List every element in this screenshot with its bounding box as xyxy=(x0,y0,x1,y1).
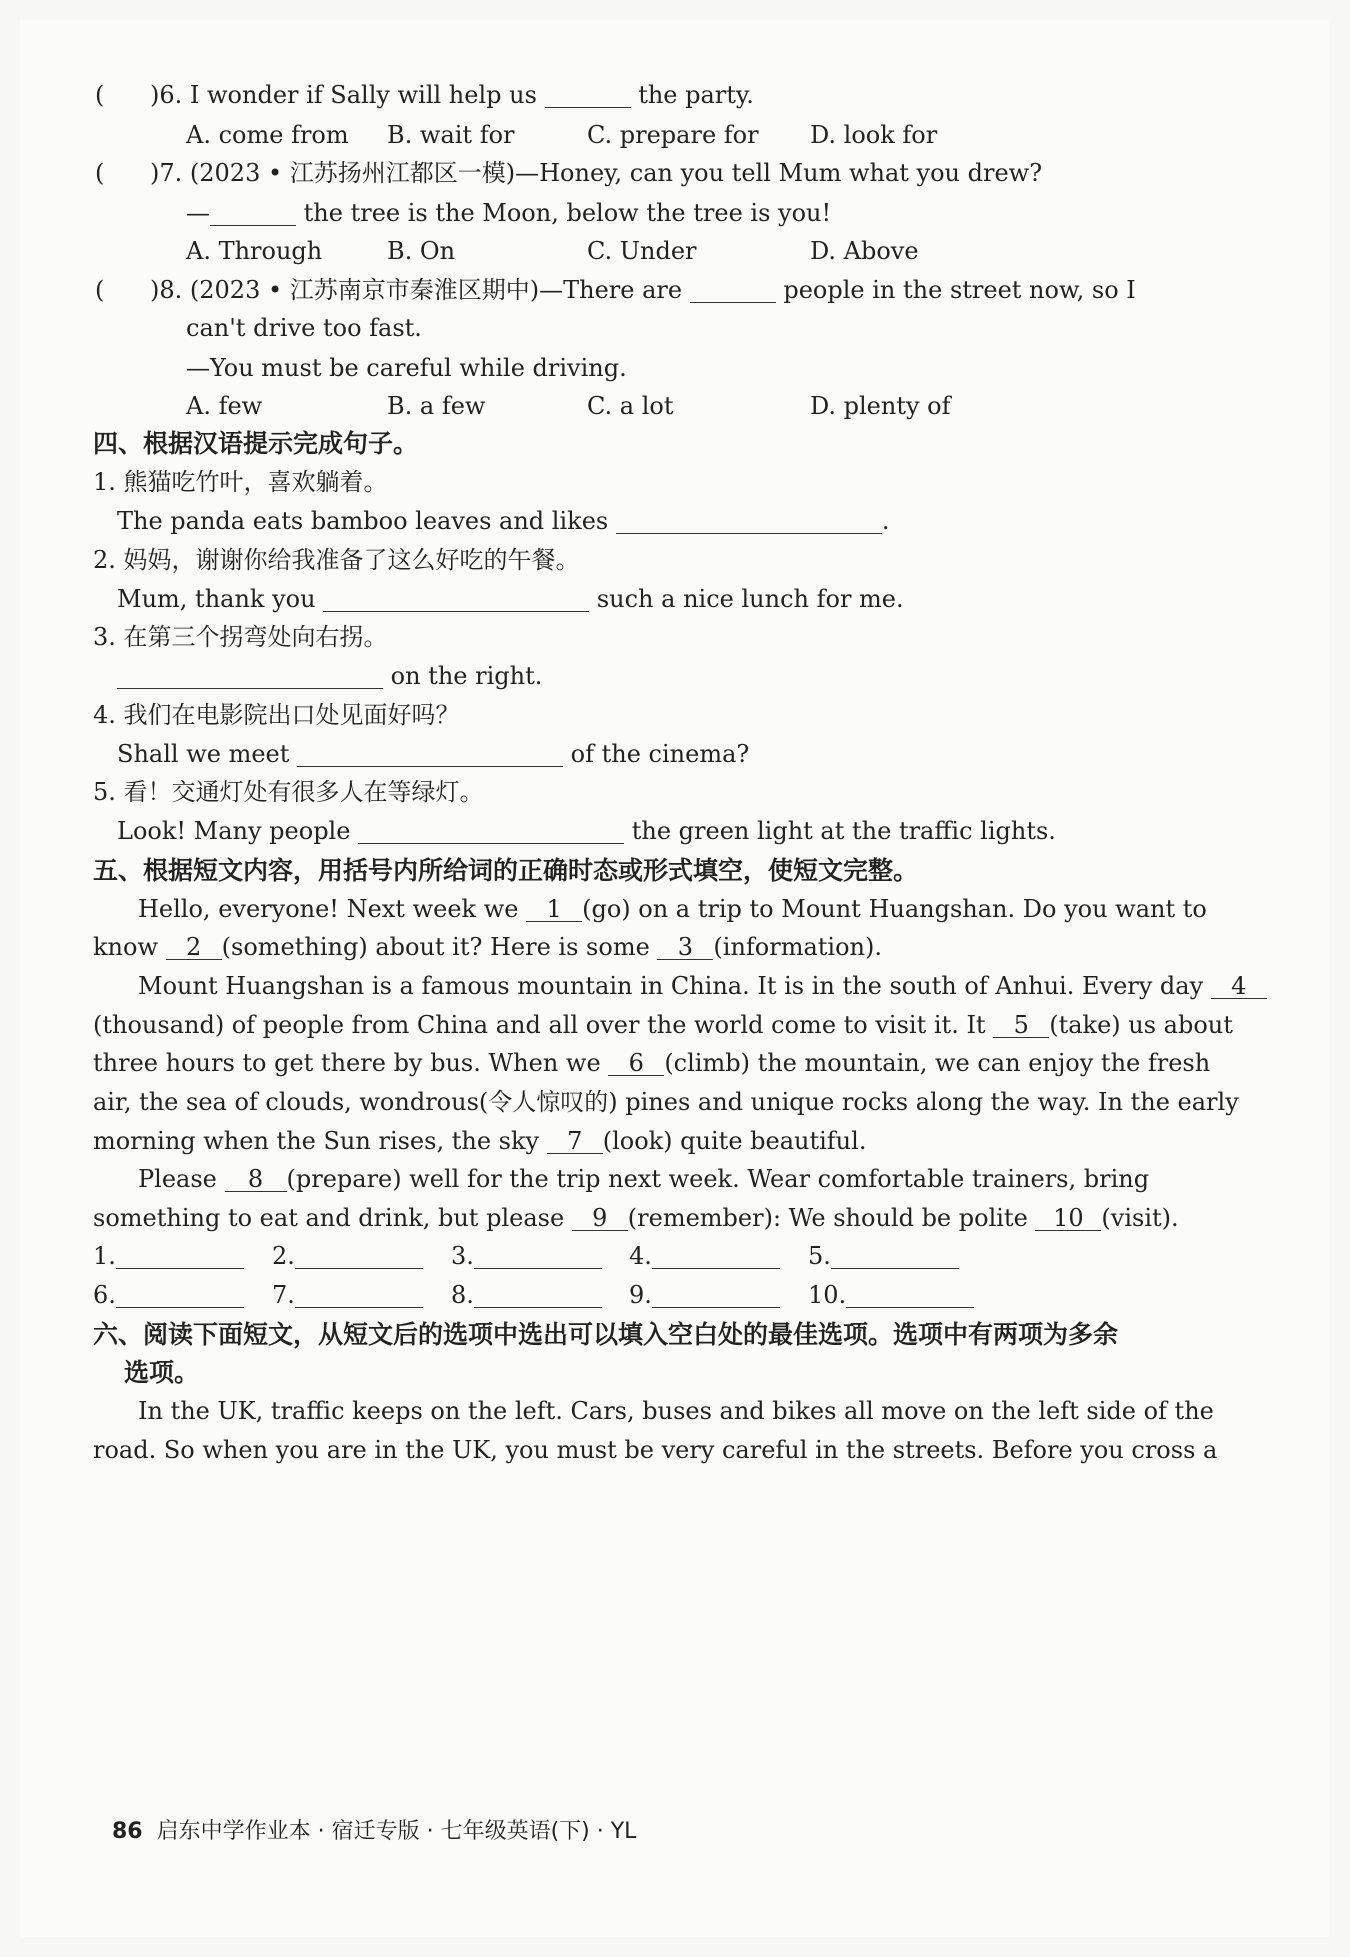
s5-blank-10[interactable]: 10 xyxy=(1035,1206,1101,1231)
page-number: 86 xyxy=(112,1819,143,1844)
answer-6 xyxy=(93,1280,244,1310)
q7-option-d: D. Above xyxy=(810,237,919,265)
s4-item3-post: on the right. xyxy=(390,662,543,690)
answer-line[interactable] xyxy=(474,1283,602,1308)
q6-option-b: B. wait for xyxy=(387,121,515,149)
s5-line5 xyxy=(93,1048,1210,1078)
answer-line[interactable] xyxy=(652,1283,780,1308)
q7-after: the tree is the Moon, below the tree is you! xyxy=(303,199,832,227)
page-footer xyxy=(112,1814,636,1845)
answer-line[interactable] xyxy=(831,1244,959,1269)
section4-title: 四、根据汉语提示完成句子。 xyxy=(93,429,419,458)
q7-stem: )7. (2023 • 江苏扬州江都区一模)—Honey, can you tell Mum what you drew? xyxy=(150,159,1043,187)
q8-option-a: A. few xyxy=(186,392,263,420)
s5-blank-7[interactable]: 7 xyxy=(547,1129,603,1154)
answer-line[interactable] xyxy=(474,1244,602,1269)
s6-line2: road. So when you are in the UK, you must be very careful in the streets. Before you cross a xyxy=(93,1436,1218,1464)
answer-label: 7. xyxy=(272,1281,295,1309)
q6-bracket: ( xyxy=(95,81,105,109)
s4-item3-blank[interactable] xyxy=(117,664,383,689)
s4-item1-pre: The panda eats bamboo leaves and likes xyxy=(117,507,609,535)
q7-blank[interactable] xyxy=(210,201,296,226)
s4-item2-blank[interactable] xyxy=(323,587,589,612)
s5-blank-4[interactable]: 4 xyxy=(1211,974,1267,999)
section5-title: 五、根据短文内容，用括号内所给词的正确时态或形式填空，使短文完整。 xyxy=(93,856,919,885)
book-title: 启东中学作业本 · 宿迁专版 · 七年级英语(下) · YL xyxy=(156,1819,637,1844)
s4-item4-pre: Shall we meet xyxy=(117,740,290,768)
q7-option-a: A. Through xyxy=(186,237,323,265)
q8-option-b: B. a few xyxy=(387,392,486,420)
s5-line4 xyxy=(93,1010,1233,1040)
answer-line[interactable] xyxy=(116,1244,244,1269)
answer-2 xyxy=(272,1241,423,1271)
answer-label: 4. xyxy=(629,1242,652,1270)
s4-item5-pre: Look! Many people xyxy=(117,817,351,845)
answer-10 xyxy=(808,1280,974,1310)
answer-line[interactable] xyxy=(846,1283,974,1308)
s5-line7 xyxy=(93,1126,866,1156)
s5-blank-9[interactable]: 9 xyxy=(572,1206,628,1231)
s5-blank-8[interactable]: 8 xyxy=(225,1167,287,1192)
s5-text: (something) about it? Here is some xyxy=(221,933,650,961)
q6-option-a: A. come from xyxy=(186,121,349,149)
answer-label: 10. xyxy=(808,1281,847,1309)
s5-text: (go) on a trip to Mount Huangshan. Do you want to xyxy=(582,895,1207,923)
answer-3 xyxy=(451,1241,602,1271)
s4-item2-cn: 2. 妈妈，谢谢你给我准备了这么好吃的午餐。 xyxy=(93,546,580,574)
s5-text: Mount Huangshan is a famous mountain in China. It is in the south of Anhui. Every day xyxy=(138,972,1204,1000)
s4-item1-cn: 1. 熊猫吃竹叶，喜欢躺着。 xyxy=(93,468,388,496)
s5-line9 xyxy=(93,1203,1179,1233)
q7-dash: — xyxy=(186,199,210,227)
answer-label: 2. xyxy=(272,1242,295,1270)
section6-title-cont: 选项。 xyxy=(124,1358,200,1387)
q6-blank[interactable] xyxy=(545,83,631,108)
section6-title: 六、阅读下面短文，从短文后的选项中选出可以填入空白处的最佳选项。选项中有两项为多余 xyxy=(93,1320,1119,1349)
s5-text: (visit). xyxy=(1101,1204,1179,1232)
q7-line2 xyxy=(186,198,831,228)
s4-item3-en xyxy=(117,661,542,691)
s5-text: (thousand) of people from China and all over the world come to visit it. It xyxy=(93,1011,986,1039)
s4-item5-blank[interactable] xyxy=(358,819,624,844)
q8-option-d: D. plenty of xyxy=(810,392,951,420)
s5-blank-2[interactable]: 2 xyxy=(166,935,222,960)
q8-option-c: C. a lot xyxy=(587,392,674,420)
s4-item2-pre: Mum, thank you xyxy=(117,585,316,613)
q8-line2: can't drive too fast. xyxy=(186,314,422,342)
s4-item5-post: the green light at the traffic lights. xyxy=(631,817,1056,845)
s5-text: (prepare) well for the trip next week. Wear comfortable trainers, bring xyxy=(286,1165,1150,1193)
q8-stem xyxy=(150,275,1136,305)
s5-line6: air, the sea of clouds, wondrous(令人惊叹的) pines and unique rocks along the way. In the early xyxy=(93,1088,1239,1116)
s5-blank-6[interactable]: 6 xyxy=(608,1051,664,1076)
s5-text: three hours to get there by bus. When we xyxy=(93,1049,601,1077)
answer-label: 8. xyxy=(451,1281,474,1309)
s4-item4-en xyxy=(117,739,749,769)
answer-line[interactable] xyxy=(116,1283,244,1308)
s4-item3-cn: 3. 在第三个拐弯处向右拐。 xyxy=(93,623,388,651)
s5-line3 xyxy=(138,971,1267,1001)
s5-text: morning when the Sun rises, the sky xyxy=(93,1127,540,1155)
answer-line[interactable] xyxy=(295,1244,423,1269)
s5-line2 xyxy=(93,932,882,962)
s5-blank-5[interactable]: 5 xyxy=(993,1013,1049,1038)
answer-label: 6. xyxy=(93,1281,116,1309)
s5-line1 xyxy=(138,894,1207,924)
answer-5 xyxy=(808,1241,959,1271)
q8-after: people in the street now, so I xyxy=(783,276,1136,304)
q6-text: )6. I wonder if Sally will help us xyxy=(150,81,537,109)
q6-stem xyxy=(150,80,754,110)
answer-label: 9. xyxy=(629,1281,652,1309)
s5-text: Please xyxy=(138,1165,217,1193)
s4-item4-blank[interactable] xyxy=(297,742,563,767)
answer-line[interactable] xyxy=(652,1244,780,1269)
s5-line8 xyxy=(138,1164,1149,1194)
q7-bracket: ( xyxy=(95,159,105,187)
s4-item4-post: of the cinema? xyxy=(570,740,750,768)
answer-4 xyxy=(629,1241,780,1271)
s5-text: Hello, everyone! Next week we xyxy=(138,895,519,923)
s4-item5-en xyxy=(117,816,1056,846)
s5-text: know xyxy=(93,933,158,961)
q8-blank[interactable] xyxy=(690,278,776,303)
answer-1 xyxy=(93,1241,244,1271)
s5-text: something to eat and drink, but please xyxy=(93,1204,565,1232)
s5-text: (take) us about xyxy=(1049,1011,1233,1039)
s4-item5-cn: 5. 看！交通灯处有很多人在等绿灯。 xyxy=(93,778,484,806)
answer-label: 5. xyxy=(808,1242,831,1270)
s4-item1-post: . xyxy=(881,507,890,535)
q8-text: )8. (2023 • 江苏南京市秦淮区期中)—There are xyxy=(150,276,683,304)
s5-text: (information). xyxy=(713,933,883,961)
answer-9 xyxy=(629,1280,780,1310)
q7-option-c: C. Under xyxy=(587,237,697,265)
q6-after: the party. xyxy=(638,81,754,109)
s6-line1: In the UK, traffic keeps on the left. Cars, buses and bikes all move on the left side of the xyxy=(138,1397,1214,1425)
answer-line[interactable] xyxy=(295,1283,423,1308)
answer-label: 1. xyxy=(93,1242,116,1270)
q7-option-b: B. On xyxy=(387,237,456,265)
q6-option-c: C. prepare for xyxy=(587,121,759,149)
s5-blank-1[interactable]: 1 xyxy=(526,897,582,922)
q6-option-d: D. look for xyxy=(810,121,938,149)
s5-text: (look) quite beautiful. xyxy=(602,1127,867,1155)
s4-item1-blank[interactable] xyxy=(616,509,882,534)
s4-item1-en xyxy=(117,506,890,536)
s5-blank-3[interactable]: 3 xyxy=(657,935,713,960)
q8-bracket: ( xyxy=(95,276,105,304)
s5-text: (remember): We should be polite xyxy=(627,1204,1028,1232)
s4-item4-cn: 4. 我们在电影院出口处见面好吗？ xyxy=(93,701,460,729)
s5-text: (climb) the mountain, we can enjoy the fresh xyxy=(664,1049,1211,1077)
answer-7 xyxy=(272,1280,423,1310)
answer-label: 3. xyxy=(451,1242,474,1270)
s4-item2-en xyxy=(117,584,904,614)
q8-line3: —You must be careful while driving. xyxy=(186,354,627,382)
answer-8 xyxy=(451,1280,602,1310)
s4-item2-post: such a nice lunch for me. xyxy=(596,585,904,613)
